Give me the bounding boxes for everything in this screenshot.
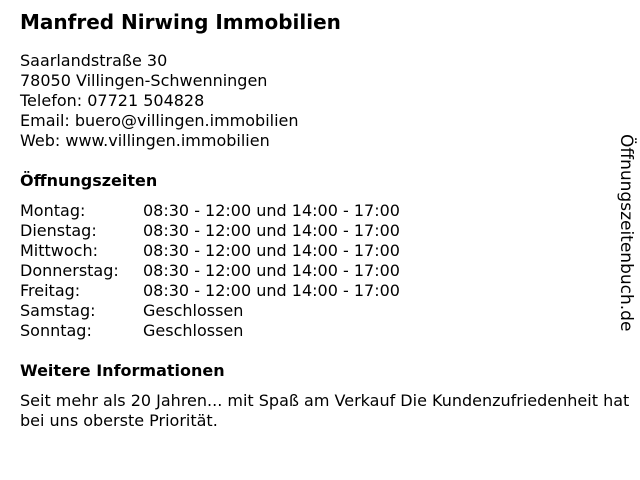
day-label: Donnerstag:: [20, 261, 119, 280]
business-name: Manfred Nirwing Immobilien: [20, 10, 341, 34]
day-label: Mittwoch:: [20, 241, 98, 260]
street-address: Saarlandstraße 30: [20, 51, 168, 70]
day-hours: 08:30 - 12:00 und 14:00 - 17:00: [143, 221, 400, 240]
day-label: Sonntag:: [20, 321, 92, 340]
day-hours: Geschlossen: [143, 301, 244, 320]
hours-row-friday: [20, 281, 620, 301]
hours-row-sunday: [20, 321, 620, 341]
hours-row-wednesday: [20, 241, 620, 261]
phone-number: Telefon: 07721 504828: [20, 91, 205, 110]
city-address: 78050 Villingen-Schwenningen: [20, 71, 268, 90]
opening-hours-heading: Öffnungszeiten: [20, 171, 158, 190]
contact-block: [20, 51, 620, 151]
opening-hours-table: [20, 201, 620, 341]
hours-row-tuesday: [20, 221, 620, 241]
day-hours: Geschlossen: [143, 321, 244, 340]
day-hours: 08:30 - 12:00 und 14:00 - 17:00: [143, 261, 400, 280]
website: Web: www.villingen.immobilien: [20, 131, 270, 150]
day-hours: 08:30 - 12:00 und 14:00 - 17:00: [143, 241, 400, 260]
hours-row-thursday: [20, 261, 620, 281]
hours-row-monday: [20, 201, 620, 221]
day-hours: 08:30 - 12:00 und 14:00 - 17:00: [143, 281, 400, 300]
email-address: Email: buero@villingen.immobilien: [20, 111, 299, 130]
watermark-label: Öffnungszeitenbuch.de: [616, 134, 636, 332]
info-text: Seit mehr als 20 Jahren... mit Spaß am Verkauf Die Kundenzufriedenheit hat bei uns oberste Priorität.: [20, 391, 630, 430]
day-label: Freitag:: [20, 281, 81, 300]
info-heading: Weitere Informationen: [20, 361, 225, 380]
day-label: Montag:: [20, 201, 86, 220]
hours-row-saturday: [20, 301, 620, 321]
day-hours: 08:30 - 12:00 und 14:00 - 17:00: [143, 201, 400, 220]
day-label: Samstag:: [20, 301, 96, 320]
day-label: Dienstag:: [20, 221, 97, 240]
